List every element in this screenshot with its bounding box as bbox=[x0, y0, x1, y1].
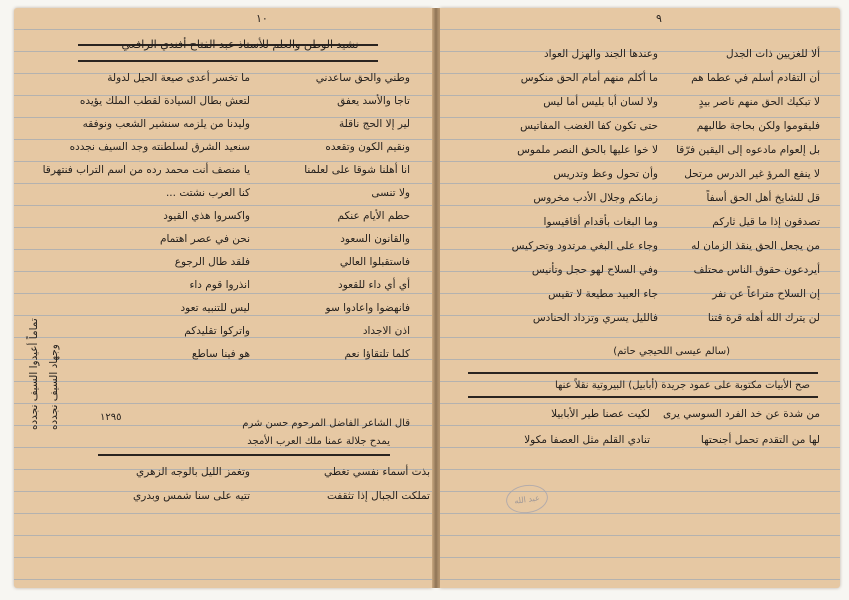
verse-hemistich: واكسروا هذي القيود bbox=[163, 210, 250, 222]
verse-hemistich: فلقد طال الرجوع bbox=[174, 256, 250, 268]
heading-rule-top bbox=[468, 372, 818, 374]
verse-hemistich: زمانكم وجلال الأدب مخروس bbox=[533, 192, 658, 204]
verse-hemistich: وجاء على البغي مرتدود وتحركيس bbox=[511, 240, 658, 252]
verse-hemistich: ليس للتنبيه تعود bbox=[180, 302, 250, 314]
verse-hemistich: جاء العبيد مطيعة لا تقيس bbox=[548, 288, 658, 300]
verse-hemistich: ما تخسر أعدى صيعة الحيل لدولة bbox=[107, 72, 250, 84]
verse-hemistich: بذت أسماء نفسي تغطي bbox=[324, 466, 430, 478]
verse-hemistich: بل إلعوام مادعوه إلى اليقين فرّقا bbox=[676, 144, 820, 156]
title-rule-bottom bbox=[78, 60, 378, 62]
verse-hemistich: تاجا والأسد يعفق bbox=[337, 95, 410, 107]
verse-hemistich: لا ينفع المرؤ غير الدرس مرتحل bbox=[684, 168, 820, 180]
verse-hemistich: حطم الأيام عنكم bbox=[337, 210, 410, 222]
left-page-number: ١٠ bbox=[256, 12, 268, 25]
verse-hemistich: ما أكلم منهم أمام الحق منكوس bbox=[520, 72, 658, 84]
verse-hemistich: لتعش بطال السيادة لقطب الملك يؤيده bbox=[79, 95, 250, 107]
verse-hemistich: حتى تكون كفا الغضب المفاتيس bbox=[520, 120, 658, 132]
verse-hemistich: أيردعون حقوق الناس محتلف bbox=[693, 264, 820, 276]
verse-hemistich: تملكت الجبال إذا تثقفت bbox=[326, 490, 430, 502]
verse-hemistich: أن التقادم أسلم في عطما هم bbox=[691, 72, 820, 84]
verse-hemistich: قل للشايخ أهل الحق أسفاً bbox=[706, 192, 820, 204]
verse-hemistich: وما البغات بأقدام أقاقيسوا bbox=[543, 216, 658, 228]
right-page-number: ٩ bbox=[656, 12, 662, 25]
verse-hemistich: تتيه على سنا شمس وبدري bbox=[133, 490, 250, 502]
verse-hemistich: لكيت عصنا طير الأبابيلا bbox=[551, 408, 650, 420]
verse-hemistich: نحن في عصر اهتمام bbox=[159, 233, 250, 245]
verse-hemistich: وعندها الجند والهزل العواد bbox=[544, 48, 658, 60]
right-signature: (سالم عيسى اللحيجي حاتم) bbox=[613, 346, 730, 357]
book-gutter bbox=[432, 8, 440, 588]
year-note: ١٢٩٥ bbox=[100, 412, 122, 423]
verse-hemistich: فانهضوا واعادوا سو bbox=[325, 302, 410, 314]
verse-hemistich: وتغمز الليل بالوجه الزهري bbox=[136, 466, 250, 478]
verse-hemistich: ألا للغزيين ذات الجدل bbox=[725, 48, 820, 60]
verse-hemistich: انذروا قوم داء bbox=[189, 279, 250, 291]
verse-hemistich: والقانون السعود bbox=[340, 233, 410, 245]
ink-stamp: عبد الله bbox=[504, 482, 549, 516]
verse-hemistich: ونقيم الكون وتقعده bbox=[325, 141, 410, 153]
verse-hemistich: وليدنا من يلزمه سنشير الشعب ونوفقه bbox=[82, 118, 250, 130]
margin-note: وجهاد السيف نجدده bbox=[48, 344, 60, 430]
poem-subtitle: يمدح جلالة عمنا ملك العرب الأمجد bbox=[247, 436, 390, 447]
verse-hemistich: لير إلا الحج ناقلة bbox=[339, 118, 410, 130]
left-page-title: نشيد الوطن والعلم للأستاذ عبد الفتاح أفندي الرافعي bbox=[121, 38, 359, 51]
verse-hemistich: كلما تلتقاؤا نعم bbox=[344, 348, 410, 360]
verse-hemistich: إن السلاح متراعاً عن نفر bbox=[712, 288, 820, 300]
verse-hemistich: تصدقون إذا ما قيل ثاركم bbox=[712, 216, 820, 228]
left-margin-notes bbox=[20, 130, 60, 430]
verse-hemistich: لا تبكيك الحق منهم ناصر بيدٍ bbox=[698, 96, 820, 108]
verse-hemistich: فاستقبلوا العالي bbox=[339, 256, 410, 268]
verse-hemistich: فالليل يسري وتزداد الحنادس bbox=[532, 312, 658, 324]
verse-hemistich: وفي السلاح لهو حجل وتأنيس bbox=[531, 264, 658, 276]
verse-hemistich: لها من التقدم تحمل أجنحتها bbox=[700, 434, 820, 446]
verse-hemistich: لا خوا عليها بالحق النصر ملموس bbox=[517, 144, 658, 156]
verse-hemistich: تنادي القلم مثل العصفا مكولا bbox=[524, 434, 650, 446]
verse-hemistich: وطني والحق ساعدني bbox=[315, 72, 410, 84]
verse-hemistich: لن يترك الله أهله قرة قتنا bbox=[707, 312, 820, 324]
subtitle-rule bbox=[98, 454, 390, 456]
margin-note: تماماً أعيدوا السيف نجدده bbox=[28, 318, 40, 430]
heading-rule-bottom bbox=[468, 396, 818, 398]
verse-hemistich: انا أهلنا شوقا على لعلمنا bbox=[304, 164, 410, 176]
verse-hemistich: من يجعل الحق ينقذ الزمان له bbox=[691, 240, 820, 252]
verse-hemistich: ولا تنسى bbox=[371, 187, 410, 199]
verse-hemistich: وأن تحول وعظ وتدريس bbox=[553, 168, 658, 180]
right-heading: صح الأبيات مكتوبة على عمود جريدة (أبابيل) البيروتية نقلاً عنها bbox=[554, 380, 810, 391]
verse-hemistich: ولا لسان أبا بليس أما ليس bbox=[543, 96, 658, 108]
verse-hemistich: يا منصف أنت محمد رده من اسم التراب فنتهرقا bbox=[42, 164, 250, 176]
verse-hemistich: فليقوموا ولكن بحاجة طالبهم bbox=[696, 120, 820, 132]
verse-hemistich: كنا العرب نشتت ... bbox=[165, 187, 250, 199]
verse-hemistich: واتركوا تقليدكم bbox=[184, 325, 250, 337]
verse-hemistich: أي أي داء للقعود bbox=[338, 279, 410, 291]
verse-hemistich: هو فينا ساطع bbox=[191, 348, 250, 360]
poem-note: قال الشاعر الفاضل المرحوم حسن شرم bbox=[242, 418, 410, 429]
verse-hemistich: سنعيد الشرق لسلطنته وجد السيف نجدده bbox=[69, 141, 250, 153]
verse-hemistich: اذن الاجداد bbox=[362, 325, 410, 337]
verse-hemistich: من شدة عن خد الفرد السوسي يرى bbox=[662, 408, 820, 420]
